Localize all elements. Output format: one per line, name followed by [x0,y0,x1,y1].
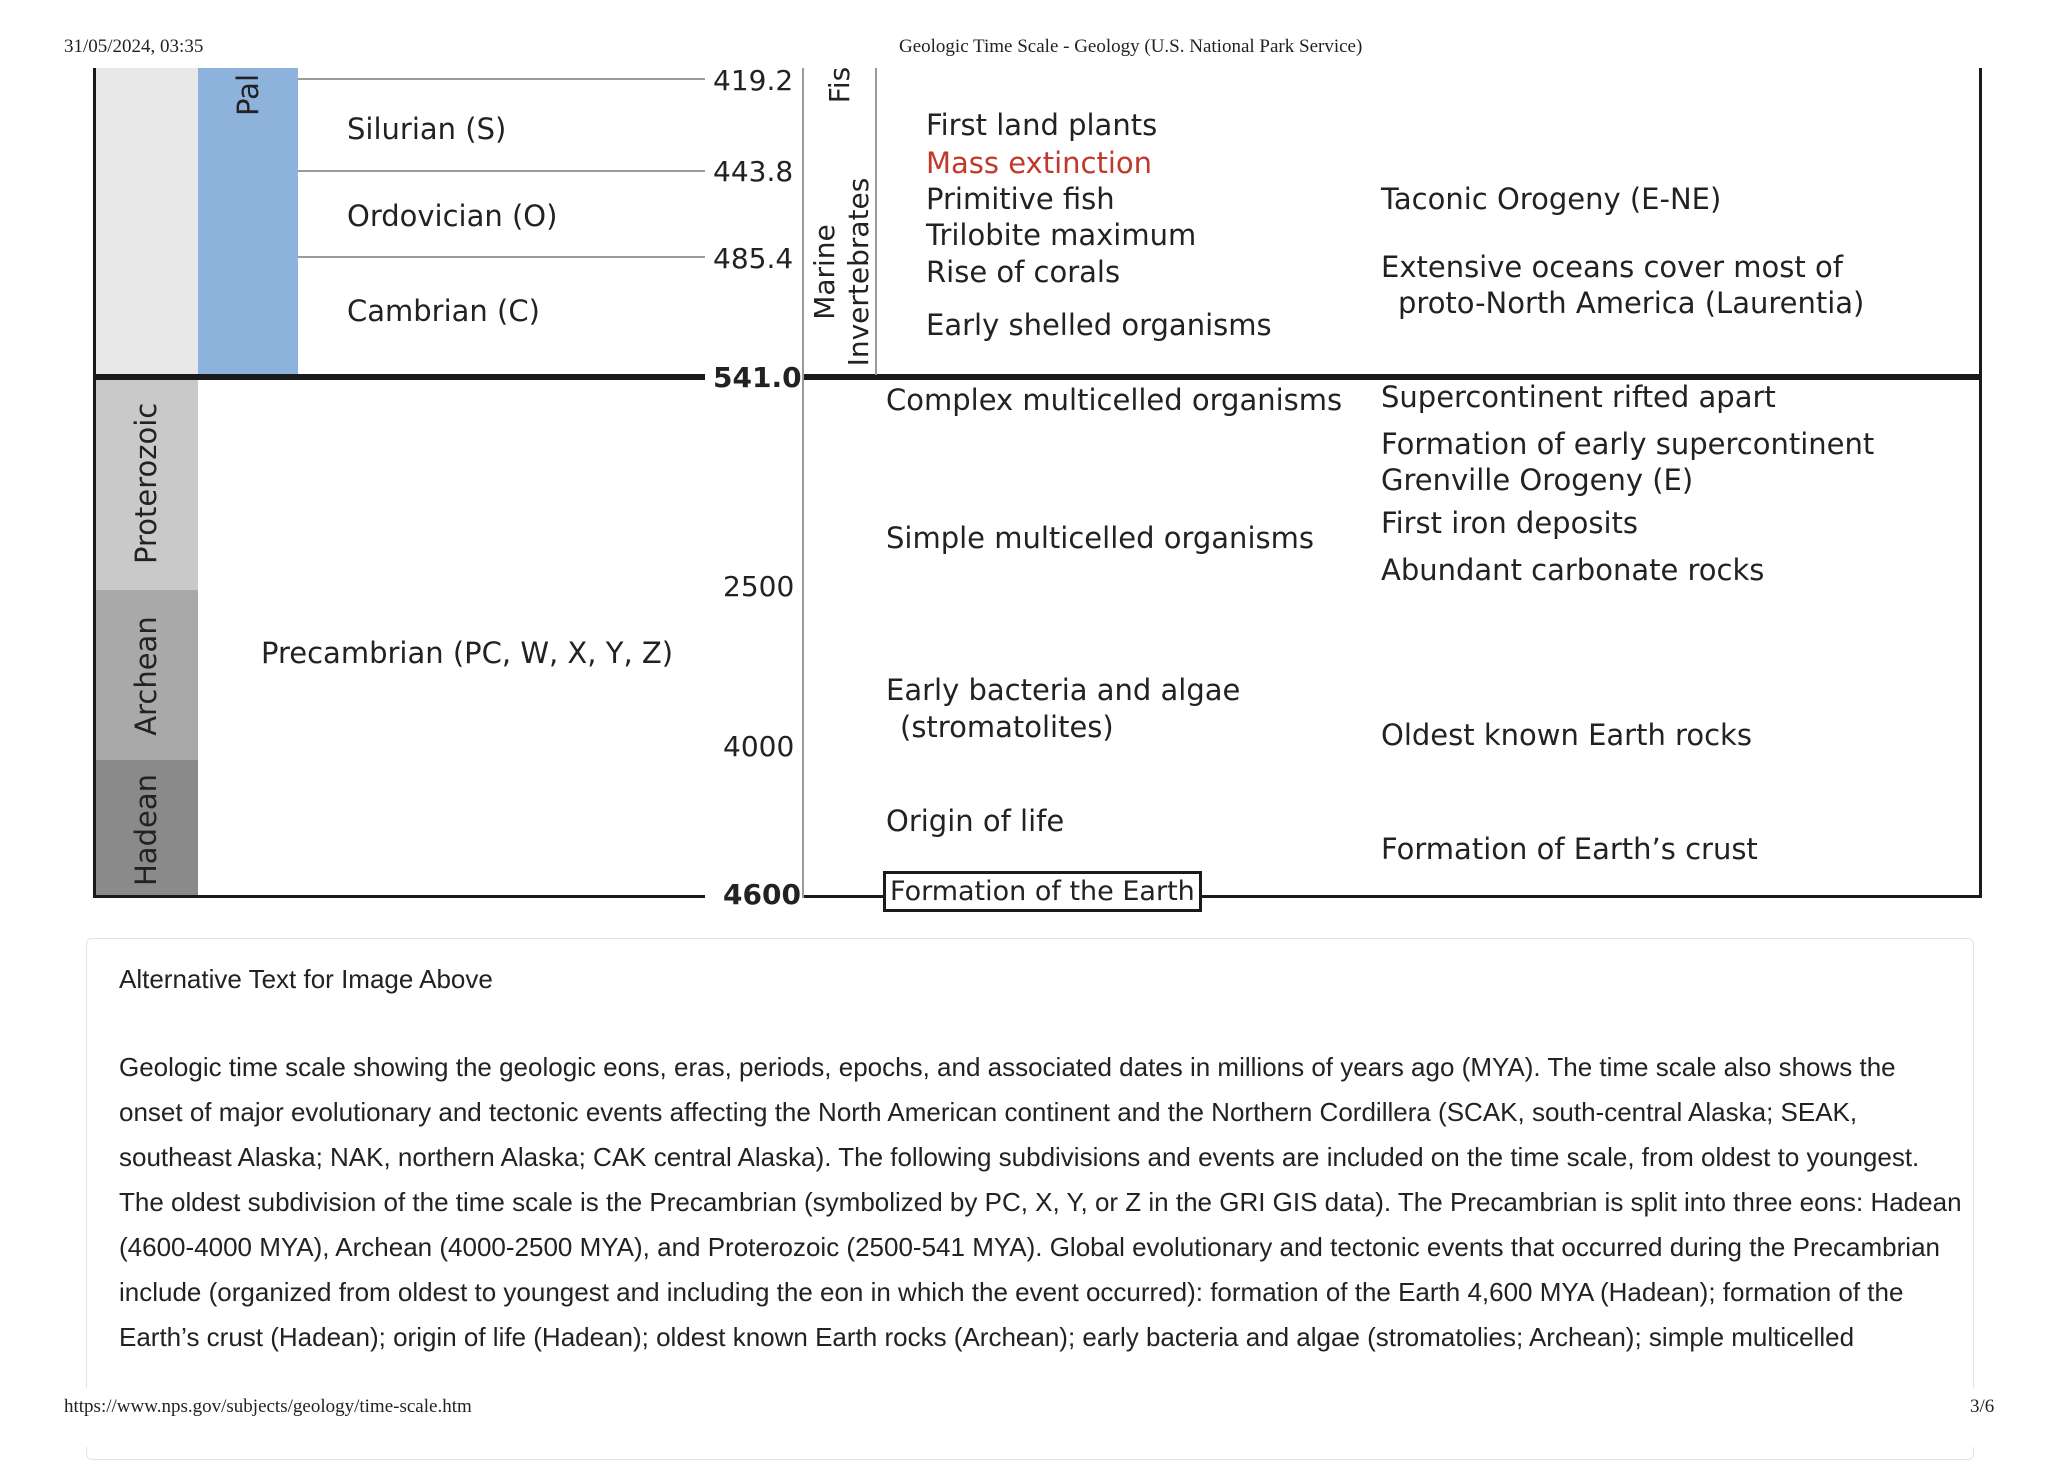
event-early-shelled: Early shelled organisms [926,308,1272,342]
age-column-divider [802,68,804,898]
age-4600-label: 4600 [723,878,801,911]
print-page-title: Geologic Time Scale - Geology (U.S. National Park Service) [899,36,1363,57]
silurian-label: Silurian (S) [347,112,507,146]
age-541-label: 541.0 [713,361,802,394]
tectonic-grenville: Grenville Orogeny (E) [1381,463,1694,497]
event-primitive-fish: Primitive fish [926,182,1115,216]
invertebrates-group-label: Invertebrates [842,177,875,367]
precambrian-label: Precambrian (PC, W, X, Y, Z) [261,636,674,670]
age-419-label: 419.2 [713,64,794,97]
event-origin-of-life: Origin of life [886,804,1065,838]
event-rise-of-corals: Rise of corals [926,255,1121,289]
fish-group-label: Fis [823,66,856,104]
tectonic-first-iron: First iron deposits [1381,506,1638,540]
tectonic-carbonate: Abundant carbonate rocks [1381,553,1765,587]
boundary-443-line [298,170,705,172]
boundary-419-line [298,78,705,80]
cambrian-label: Cambrian (C) [347,294,540,328]
tectonic-extensive-oceans: Extensive oceans cover most of [1381,250,1843,284]
tectonic-formation-supercontinent: Formation of early supercontinent [1381,427,1875,461]
tectonic-oldest-rocks: Oldest known Earth rocks [1381,718,1752,752]
event-formation-of-earth: Formation of the Earth [883,871,1202,912]
proterozoic-label: Proterozoic [129,402,163,564]
event-complex-multicelled: Complex multicelled organisms [886,383,1343,417]
event-trilobite-maximum: Trilobite maximum [926,218,1197,252]
age-4000-label: 4000 [723,730,795,763]
print-datetime: 31/05/2024, 03:35 [64,36,204,57]
tectonic-earth-crust: Formation of Earth’s crust [1381,832,1758,866]
event-first-land-plants: First land plants [926,108,1158,142]
ordovician-label: Ordovician (O) [347,199,558,233]
phanerozoic-eon-bar [95,68,198,375]
event-mass-extinction: Mass extinction [926,146,1153,180]
alt-text-body: Geologic time scale showing the geologic eons, eras, periods, epochs, and associated dates in millions of years ago (MYA). The time scale also shows the onset of major evolutionary and tectonic events affecting the North American continent and the Northern Cordillera (SCAK, south-central Alaska; SEAK, southeast Alaska; NAK, northern Alaska; CAK central Alaska). The following subdivisions and events are included on the time scale, from oldest to youngest. The oldest subdivision of the time scale is the Precambrian (symbolized by PC, X, Y, or Z in the GRI GIS data). The Precambrian is split into three eons: Hadean (4600-4000 MYA), Archean (4000-2500 MYA), and Proterozoic (2500-541 MYA). Global evolutionary and tectonic events that occurred during the Precambrian include (organized from oldest to youngest and including the eon in which the event occurred): formation of the Earth 4,600 MYA (Hadean); formation of the Earth’s crust (Hadean); origin of life (Hadean); oldest known Earth rocks (Archean); early bacteria and algae (stromatolies; Archean); simple multicelled [119,1052,1962,1352]
archean-label: Archean [129,616,163,736]
age-443-label: 443.8 [713,155,794,188]
age-2500-label: 2500 [723,570,795,603]
tectonic-laurentia: proto-North America (Laurentia) [1398,286,1865,320]
event-early-bacteria: Early bacteria and algae [886,673,1241,707]
boundary-541-left [93,374,705,380]
tectonic-supercontinent-rifted: Supercontinent rifted apart [1381,380,1776,414]
age-485-label: 485.4 [713,242,794,275]
paleozoic-era-label: Pal [231,74,265,117]
frame-right [1979,68,1982,898]
boundary-485-line [298,256,705,258]
hadean-label: Hadean [129,774,163,886]
alt-text-title: Alternative Text for Image Above [119,964,493,994]
tectonic-taconic: Taconic Orogeny (E-NE) [1381,182,1722,216]
print-page-number: 3/6 [1970,1396,1995,1417]
event-simple-multicelled: Simple multicelled organisms [886,521,1314,555]
event-stromatolites: (stromatolites) [900,710,1114,744]
frame-left [93,68,96,898]
print-url: https://www.nps.gov/subjects/geology/time-scale.htm [64,1396,472,1417]
marine-group-label: Marine [808,224,841,320]
frame-bottom-left [93,895,705,898]
